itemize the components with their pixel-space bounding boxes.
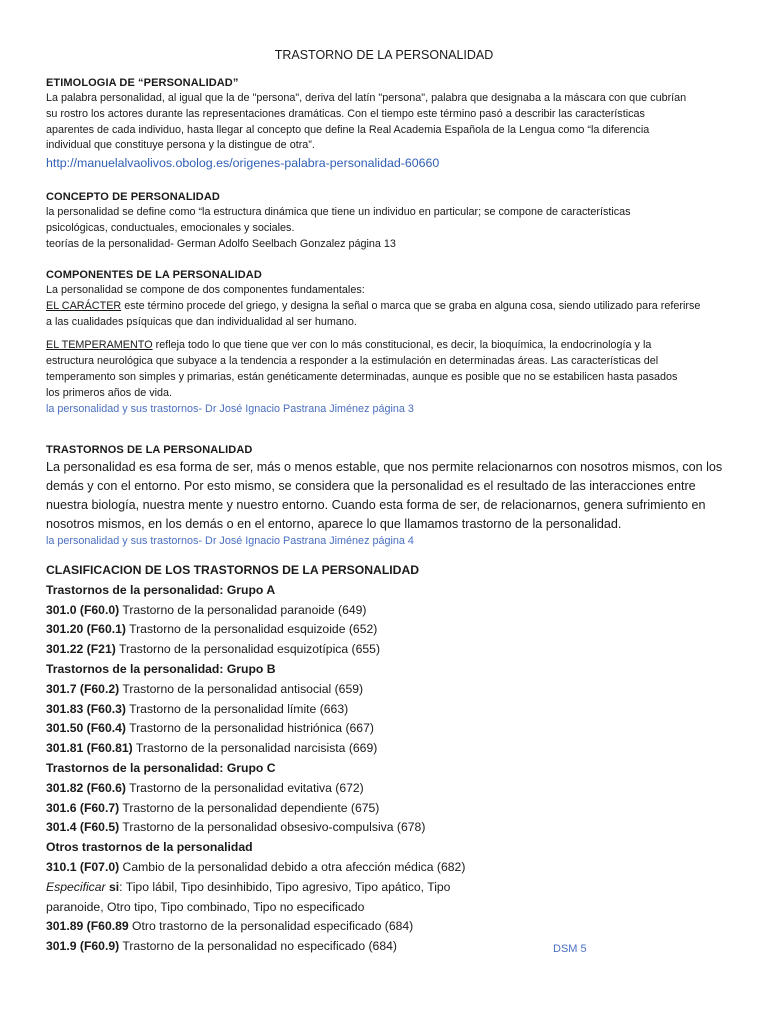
etimologia-line: individual que constituye persona y la distingue de otra”.: [46, 139, 315, 152]
etimologia-line: su rostro los actores durante las representaciones dramáticas. Con el tiempo este término pasó a describir las características: [46, 107, 645, 120]
caracter-term: EL CARÁCTER: [46, 299, 122, 312]
temperamento-line: temperamento son simples y primarias, están genéticamente determinadas, aunque es posible que no se estabilicen hasta pasados: [46, 370, 678, 383]
etimologia-line: La palabra personalidad, al igual que la de "persona", deriva del latín "persona", palabra que designaba a la máscara con que cubrían: [46, 92, 687, 104]
otros-heading: Otros trastornos de la personalidad: [46, 840, 253, 855]
concepto-line: psicológicas, conductuales, emocionales y sociales.: [46, 221, 295, 234]
temperamento-line: los primeros años de vida.: [46, 386, 173, 399]
concepto-line: teorías de la personalidad- German Adolfo Seelbach Gonzalez página 13: [46, 237, 396, 250]
especificar-line: Especificar si: Tipo lábil, Tipo desinhibido, Tipo agresivo, Tipo apático, Tipo: [46, 879, 451, 894]
temperamento-line: estructura neurológica que subyace a la tendencia a responder a la estimulación en determinadas áreas. Las características del: [46, 355, 659, 368]
componentes-intro: La personalidad se compone de dos componentes fundamentales:: [46, 284, 365, 296]
temperamento-line: [46, 338, 726, 354]
trastornos-line: La personalidad es esa forma de ser, más o menos estable, que nos permite relacionarnos con nosotros mismos, con los: [46, 460, 723, 474]
trastornos-section: [46, 443, 726, 549]
list-item: 301.20 (F60.1) Trastorno de la personalidad esquizoide (652): [46, 622, 378, 637]
list-item: 301.82 (F60.6) Trastorno de la personalidad evitativa (672): [46, 780, 364, 795]
temperamento-term: EL TEMPERAMENTO: [46, 339, 153, 352]
clasificacion-section: [46, 561, 726, 957]
list-item: 301.81 (F60.81) Trastorno de la personalidad narcisista (669): [46, 741, 378, 756]
page-title: TRASTORNO DE LA PERSONALIDAD: [274, 48, 494, 62]
etimologia-url-link[interactable]: http://manuelalvaolivos.obolog.es/origenes-palabra-personalidad-60660: [46, 156, 440, 171]
concepto-heading: CONCEPTO DE PERSONALIDAD: [46, 191, 220, 203]
concepto-line: la personalidad se define como “la estructura dinámica que tiene un individuo en particular; se compone de características: [46, 206, 631, 218]
caracter-line: [46, 299, 726, 315]
trastornos-source: la personalidad y sus trastornos- Dr José Ignacio Pastrana Jiménez página 4: [46, 535, 414, 547]
list-item: 301.89 (F60.89 Otro trastorno de la personalidad especificado (684): [46, 919, 414, 934]
list-item: 310.1 (F07.0) Cambio de la personalidad debido a otra afección médica (682): [46, 859, 466, 874]
trastornos-line: nuestra biología, nuestra mente y nuestro entorno. Cuando esta forma de ser, de relacionarnos, genera sufrimiento en: [46, 498, 706, 512]
group-b-heading: Trastornos de la personalidad: Grupo B: [46, 661, 276, 676]
list-item: 301.50 (F60.4) Trastorno de la personalidad histriónica (667): [46, 721, 374, 736]
etimologia-section: [46, 76, 726, 172]
etimologia-line: aparentes de cada individuo, hasta llegar al concepto que define la Real Academia Española de la Lengua como “la diferencia: [46, 123, 650, 136]
list-item: 301.83 (F60.3) Trastorno de la personalidad límite (663): [46, 701, 349, 716]
trastornos-line: nosotros mismos, en los demás o en el entorno, aparece lo que llamamos trastorno de la personalidad.: [46, 517, 622, 531]
concepto-section: [46, 190, 726, 252]
list-item: 301.9 (F60.9) Trastorno de la personalidad no especificado (684): [46, 939, 397, 954]
group-c-heading: Trastornos de la personalidad: Grupo C: [46, 760, 276, 775]
trastornos-line: demás y con el entorno. Por esto mismo, se considera que la personalidad es el resultado de las interacciones entre: [46, 479, 696, 493]
list-item: 301.7 (F60.2) Trastorno de la personalidad antisocial (659): [46, 681, 364, 696]
componentes-source: la personalidad y sus trastornos- Dr José Ignacio Pastrana Jiménez página 3: [46, 402, 414, 415]
dsm-label: DSM 5: [553, 943, 587, 955]
componentes-heading: COMPONENTES DE LA PERSONALIDAD: [46, 269, 262, 281]
list-item: 301.0 (F60.0) Trastorno de la personalidad paranoide (649): [46, 602, 367, 617]
componentes-section: [46, 268, 726, 417]
trastornos-heading: TRASTORNOS DE LA PERSONALIDAD: [46, 444, 253, 456]
caracter-text: este término procede del griego, y designa la señal o marca que se graba en alguna cosa, siendo utilizado para referirse: [121, 299, 701, 312]
temperamento-text: refleja todo lo que tiene que ver con lo más constitucional, es decir, la bioquímica, la endocrinología y la: [152, 339, 652, 352]
caracter-line-2: a las cualidades psíquicas que dan individualidad al ser humano.: [46, 315, 357, 328]
list-item: 301.22 (F21) Trastorno de la personalidad esquizotípica (655): [46, 642, 381, 657]
etimologia-heading: ETIMOLOGIA DE “PERSONALIDAD”: [46, 77, 239, 89]
especificar-line-2: paranoide, Otro tipo, Tipo combinado, Tipo no especificado: [46, 899, 365, 914]
list-item: 301.4 (F60.5) Trastorno de la personalidad obsesivo-compulsiva (678): [46, 820, 426, 835]
list-item: 301.6 (F60.7) Trastorno de la personalidad dependiente (675): [46, 800, 380, 815]
group-a-heading: Trastornos de la personalidad: Grupo A: [46, 582, 276, 597]
clasificacion-heading: CLASIFICACION DE LOS TRASTORNOS DE LA PERSONALIDAD: [46, 563, 420, 577]
